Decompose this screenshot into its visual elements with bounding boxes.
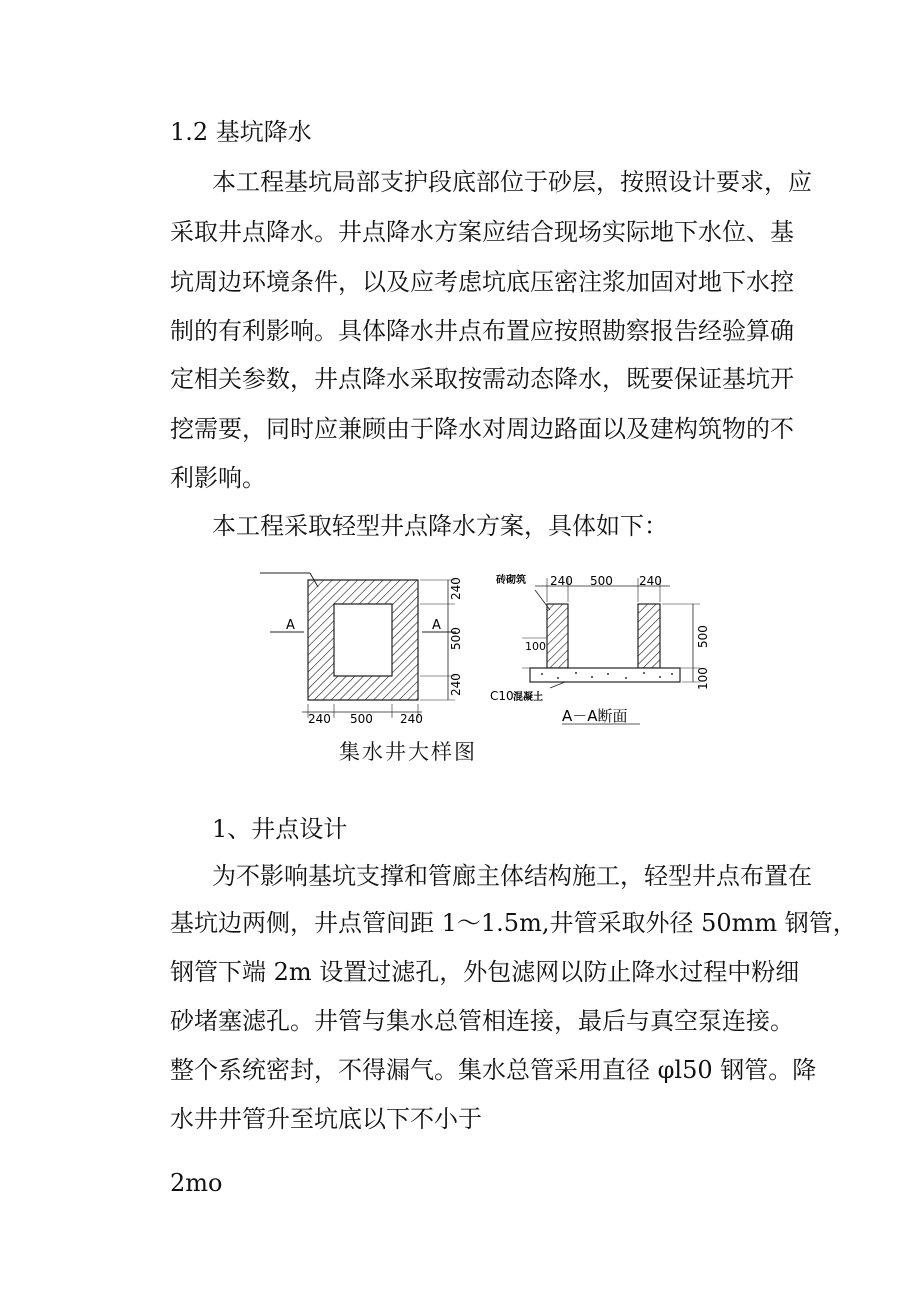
section-heading: 1.2 基坑降水 — [170, 118, 312, 146]
paragraph-line: 坑周边环境条件，以及应考虑坑底压密注浆加固对地下水控 — [170, 268, 794, 296]
section-dim-right-upper: 500 — [696, 625, 710, 648]
section-dim-left-wall: 100 — [525, 640, 546, 653]
paragraph-line: 采取井点降水。井点降水方案应结合现场实际地下水位、基 — [170, 218, 794, 246]
paragraph-line: 砂堵塞滤孔。井管与集水总管相连接，最后与真空泵连接。 — [170, 1007, 794, 1035]
plan-view — [260, 573, 456, 718]
paragraph-line: 制的有利影响。具体降水井点布置应按照勘察报告经验算确 — [170, 317, 794, 345]
base-concrete-code: C10 — [490, 689, 514, 703]
section-title: A－A断面 — [562, 707, 628, 725]
paragraph-line: 本工程基坑局部支护段底部位于砂层，按照设计要求，应 — [212, 168, 812, 196]
trailing-text: 2mo — [170, 1169, 223, 1197]
plan-dim-right-bottom: 240 — [449, 673, 463, 696]
plan-dim-right-middle: 500 — [449, 627, 463, 650]
paragraph-line: 挖需要，同时应兼顾由于降水对周边路面以及建构筑物的不 — [170, 415, 794, 443]
section-view — [522, 578, 700, 724]
plan-dim-bottom-left: 240 — [308, 712, 331, 726]
paragraph-line: 整个系统密封，不得漏气。集水总管采用直径 φl50 钢管。降 — [170, 1056, 817, 1084]
plan-dim-bottom-right: 240 — [400, 712, 423, 726]
wall-material-label: 砖砌筑 — [496, 575, 526, 586]
sump-detail-drawing — [250, 560, 710, 775]
section-mark-left: A — [286, 618, 295, 633]
figure-caption: 集水井大样图 — [339, 740, 477, 764]
paragraph-line: 为不影响基坑支撑和管廊主体结构施工，轻型井点布置在 — [212, 862, 812, 890]
plan-dim-bottom-middle: 500 — [350, 712, 373, 726]
section-dim-top-left: 240 — [550, 574, 573, 588]
base-concrete-label: 混凝土 — [513, 692, 543, 703]
subheading: 1、井点设计 — [212, 815, 348, 843]
section-dim-top-right: 240 — [639, 574, 662, 588]
sump-detail-figure — [250, 560, 710, 775]
section-mark-right: A — [432, 618, 441, 633]
paragraph-line: 定相关参数，井点降水采取按需动态降水，既要保证基坑开 — [170, 365, 794, 393]
section-dim-top-middle: 500 — [590, 574, 613, 588]
paragraph-line: 水井井管升至坑底以下不小于 — [170, 1105, 482, 1133]
plan-dim-right-top: 240 — [449, 577, 463, 600]
paragraph-line: 本工程采取轻型井点降水方案，具体如下： — [212, 512, 668, 540]
section-dim-right-lower: 100 — [696, 667, 710, 690]
paragraph-line: 钢管下端 2m 设置过滤孔，外包滤网以防止降水过程中粉细 — [170, 958, 800, 986]
paragraph-line: 利影响。 — [170, 464, 266, 492]
paragraph-line: 基坑边两侧，井点管间距 1～1.5m,井管采取外径 50mm 钢管， — [170, 909, 857, 937]
